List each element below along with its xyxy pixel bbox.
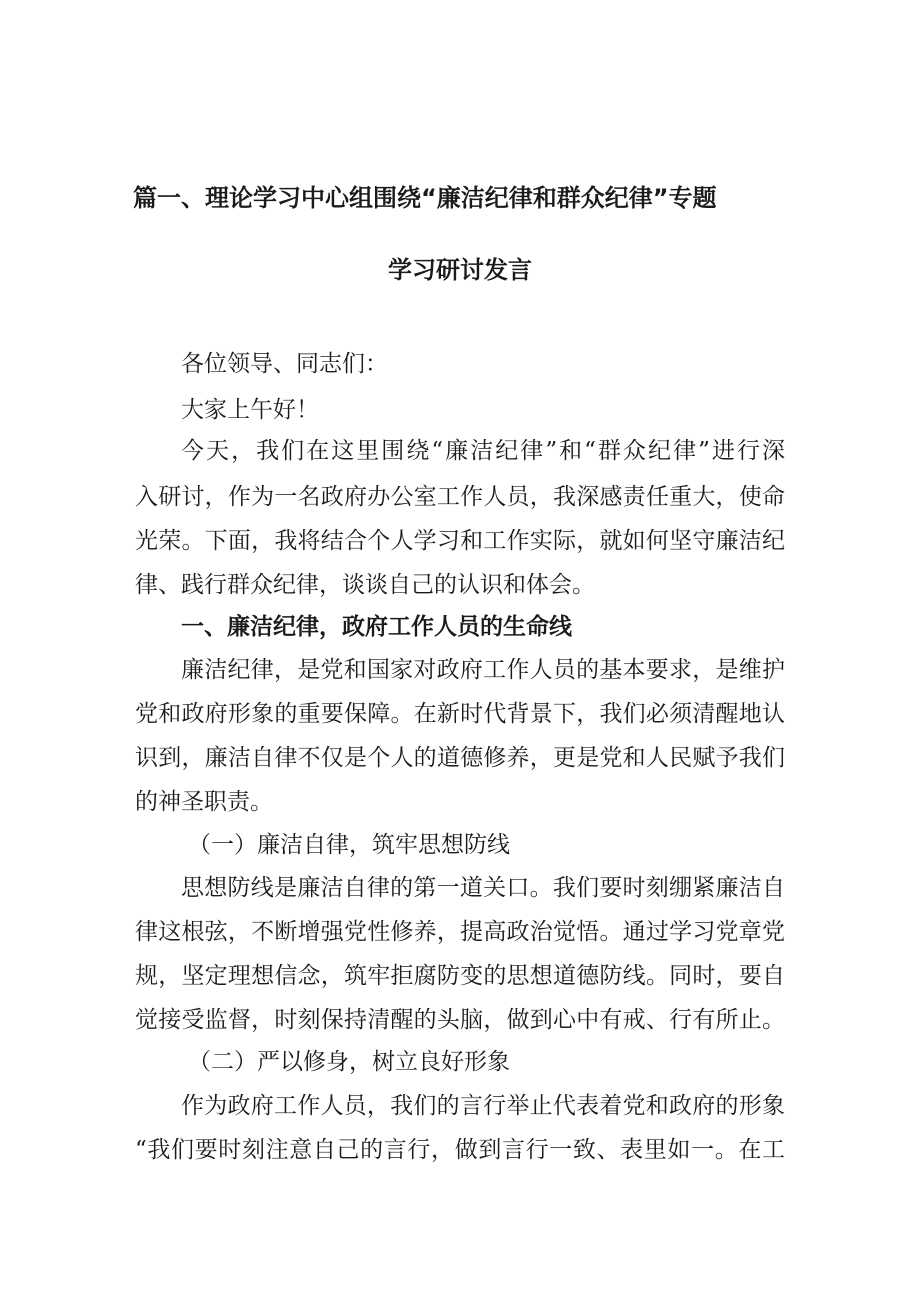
section-1-line: 的神圣职责。 <box>135 789 273 815</box>
subsection-2-heading: （二）严以修身，树立良好形象 <box>188 1049 510 1075</box>
section-1-heading: 一、廉洁纪律，政府工作人员的生命线 <box>181 614 572 640</box>
section-1-line: 识到，廉洁自律不仅是个人的道德修养，更是党和人民赋予我们 <box>135 745 785 771</box>
intro-line: 入研讨，作为一名政府办公室工作人员，我深感责任重大，使命 <box>135 484 785 510</box>
section-1-line: 廉洁纪律，是党和国家对政府工作人员的基本要求，是维护 <box>181 657 785 683</box>
subsection-1-line: 思想防线是廉洁自律的第一道关口。我们要时刻绷紧廉洁自 <box>181 875 785 901</box>
document-title-line-1: 篇一、理论学习中心组围绕“廉洁纪律和群众纪律”专题 <box>133 184 717 212</box>
subsection-2-line: 作为政府工作人员，我们的言行举止代表着党和政府的形象 <box>181 1093 785 1119</box>
subsection-1-line: 觉接受监督，时刻保持清醒的头脑，做到心中有戒、行有所止。 <box>135 1007 785 1033</box>
greeting: 大家上午好！ <box>181 397 319 423</box>
subsection-1-line: 律这根弦，不断增强党性修养，提高政治觉悟。通过学习党章党 <box>135 919 785 945</box>
intro-line: 今天，我们在这里围绕“廉洁纪律”和“群众纪律”进行深 <box>181 438 785 464</box>
intro-line: 律、践行群众纪律，谈谈自己的认识和体会。 <box>135 572 595 598</box>
section-1-line: 党和政府形象的重要保障。在新时代背景下，我们必须清醒地认 <box>135 701 785 727</box>
intro-line: 光荣。下面，我将结合个人学习和工作实际，就如何坚守廉洁纪 <box>135 528 785 554</box>
subsection-1-heading: （一）廉洁自律，筑牢思想防线 <box>188 832 510 858</box>
salutation: 各位领导、同志们： <box>181 351 388 377</box>
subsection-2-line: “我们要时刻注意自己的言行，做到言行一致、表里如一。在工 <box>135 1137 785 1163</box>
document-title-line-2: 学习研讨发言 <box>388 256 532 284</box>
subsection-1-line: 规，坚定理想信念，筑牢拒腐防变的思想道德防线。同时，要自 <box>135 963 785 989</box>
